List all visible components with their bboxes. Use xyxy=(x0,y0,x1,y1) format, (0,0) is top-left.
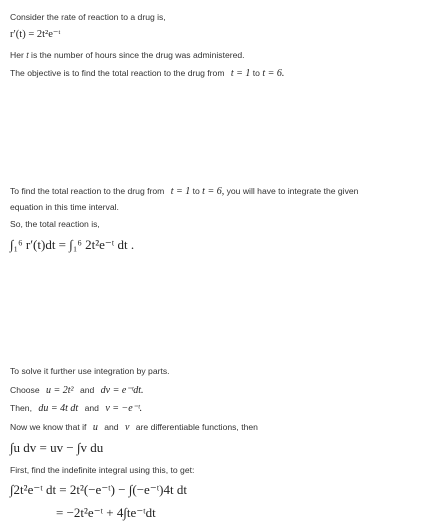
find-prefix: To find the total reaction to the drug from xyxy=(10,186,165,196)
t-variable: t xyxy=(26,50,29,60)
to-word: to xyxy=(252,68,260,78)
u-definition: u = 2t² xyxy=(46,385,74,396)
objective-line xyxy=(10,68,284,79)
integration-step-1: ∫2t²e⁻ᵗ dt = 2t²(−e⁻ᵗ) − ∫(−e⁻ᵗ)4t dt xyxy=(10,482,187,497)
dv-definition: dv = e⁻ᵗdt. xyxy=(100,385,144,396)
objective-prefix: The objective is to find the total reaction to the drug from xyxy=(10,68,225,78)
du-definition: du = 4t dt xyxy=(38,403,79,414)
so-text: So, the total reaction is, xyxy=(10,219,100,229)
and-word-2: and xyxy=(84,403,99,413)
find-line xyxy=(10,186,358,197)
t-to: t = 6. xyxy=(262,68,285,79)
know-prefix: Now we know that if xyxy=(10,422,87,432)
parts-formula: ∫u dv = uv − ∫v du xyxy=(10,440,104,455)
choose-line xyxy=(10,385,144,396)
first-text: First, find the indefinite integral using this, to get: xyxy=(10,465,195,475)
find-suffix: you will have to integrate the given xyxy=(226,186,359,196)
intro-text: Consider the rate of reaction to a drug is, xyxy=(10,12,166,22)
t-from-2: t = 1 xyxy=(170,186,191,197)
know-suffix: are differentiable functions, then xyxy=(135,422,258,432)
t-from: t = 1 xyxy=(230,68,251,79)
and-word: and xyxy=(79,385,95,395)
definition-suffix: is the number of hours since the drug was administered. xyxy=(31,50,245,60)
to-word-2: to xyxy=(192,186,200,196)
v-var: v xyxy=(124,422,130,433)
choose-word: Choose xyxy=(10,385,40,395)
then-line xyxy=(10,403,142,414)
find-line-2: equation in this time interval. xyxy=(10,202,119,212)
v-definition: v = −e⁻ᵗ. xyxy=(105,403,143,414)
definition-prefix: Her xyxy=(10,50,24,60)
u-var: u xyxy=(92,422,98,433)
definite-integral: ∫₁⁶ r′(t)dt = ∫₁⁶ 2t²e⁻ᵗ dt . xyxy=(10,237,135,252)
definition-line xyxy=(10,50,245,60)
know-line xyxy=(10,422,258,433)
and-word-3: and xyxy=(104,422,119,432)
rate-formula: r′(t) = 2t²e⁻ᵗ xyxy=(10,29,61,40)
t-to-2: t = 6, xyxy=(202,186,225,197)
solve-text: To solve it further use integration by parts. xyxy=(10,366,170,376)
then-word: Then, xyxy=(10,403,32,413)
integration-step-2: = −2t²e⁻ᵗ + 4∫te⁻ᵗdt xyxy=(56,505,156,520)
